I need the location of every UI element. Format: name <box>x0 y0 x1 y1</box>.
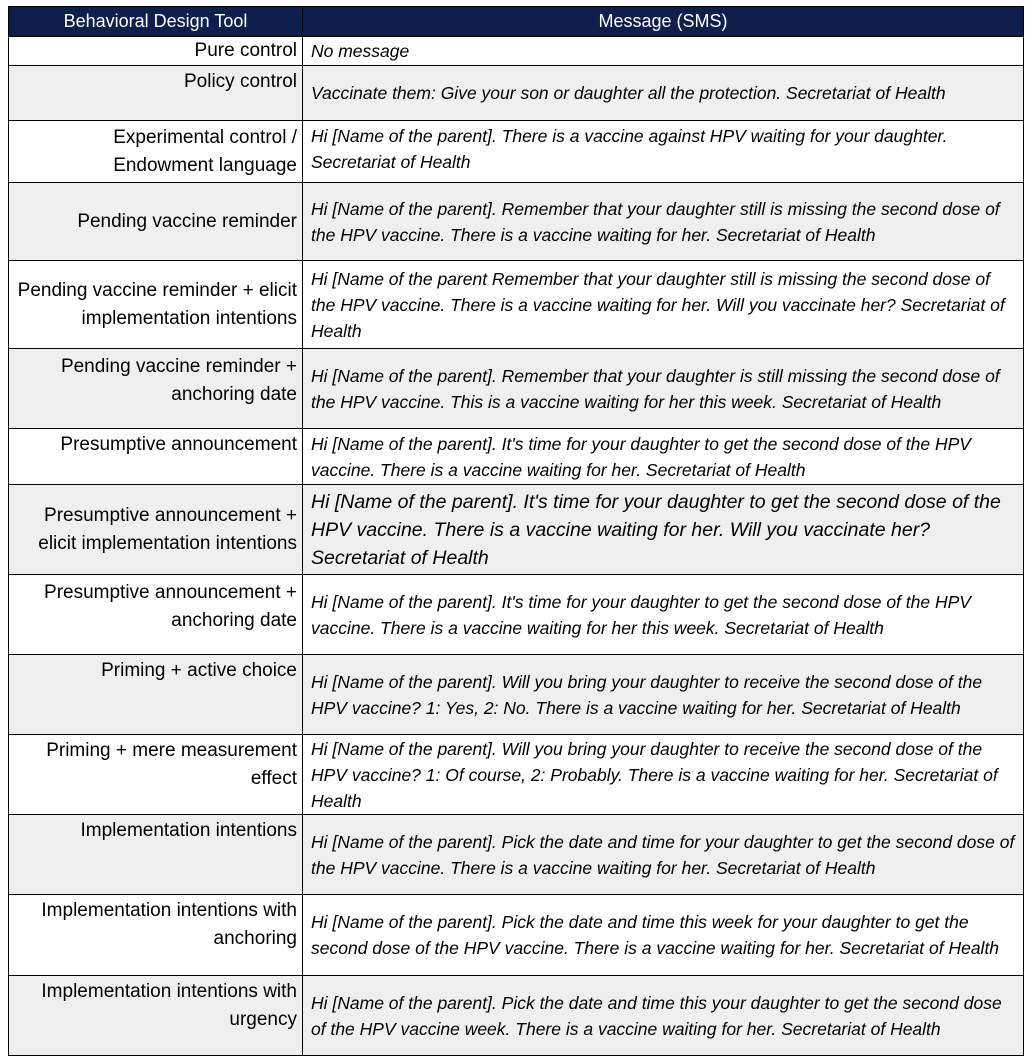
message-cell: Hi [Name of the parent]. Remember that your daughter still is missing the second dose of the HPV vaccine. There is a vaccine waiting for her. Secretariat of Health <box>303 183 1024 261</box>
table-row <box>9 976 1024 1056</box>
tool-cell: Implementation intentions with anchoring <box>9 895 303 976</box>
table-header-row <box>9 7 1024 37</box>
table-row <box>9 183 1024 261</box>
table-row <box>9 66 1024 121</box>
table-row <box>9 37 1024 66</box>
tool-cell: Implementation intentions <box>9 815 303 895</box>
table-row <box>9 349 1024 429</box>
sms-message-table <box>8 6 1024 1056</box>
tool-cell: Pure control <box>9 37 303 66</box>
message-cell: Hi [Name of the parent Remember that your daughter still is missing the second dose of the HPV vaccine. There is a vaccine waiting for her. Will you vaccinate her? Secretariat of Health <box>303 261 1024 349</box>
message-cell: Hi [Name of the parent]. Will you bring your daughter to receive the second dose of the HPV vaccine? 1: Yes, 2: No. There is a vaccine waiting for her. Secretariat of Health <box>303 655 1024 735</box>
header-behavioral-design-tool: Behavioral Design Tool <box>9 7 303 37</box>
message-cell: Hi [Name of the parent]. There is a vaccine against HPV waiting for your daughter. Secretariat of Health <box>303 121 1024 183</box>
table-row <box>9 485 1024 575</box>
message-cell: Hi [Name of the parent]. Will you bring your daughter to receive the second dose of the HPV vaccine? 1: Of course, 2: Probably. There is a vaccine waiting for her. Secretariat of Health <box>303 735 1024 815</box>
table-row <box>9 815 1024 895</box>
header-message-sms: Message (SMS) <box>303 7 1024 37</box>
message-cell: Hi [Name of the parent]. Pick the date and time for your daughter to get the second dose of the HPV vaccine. There is a vaccine waiting for her. Secretariat of Health <box>303 815 1024 895</box>
tool-cell: Experimental control / Endowment language <box>9 121 303 183</box>
tool-cell: Presumptive announcement + elicit implementation intentions <box>9 485 303 575</box>
table-row <box>9 121 1024 183</box>
message-cell: Vaccinate them: Give your son or daughter all the protection. Secretariat of Health <box>303 66 1024 121</box>
table-row <box>9 575 1024 655</box>
table-row <box>9 655 1024 735</box>
tool-cell: Pending vaccine reminder <box>9 183 303 261</box>
table-row <box>9 735 1024 815</box>
table-row <box>9 895 1024 976</box>
table-row <box>9 429 1024 485</box>
tool-cell: Policy control <box>9 66 303 121</box>
message-cell: Hi [Name of the parent]. Pick the date and time this week for your daughter to get the second dose of the HPV vaccine. There is a vaccine waiting for her. Secretariat of Health <box>303 895 1024 976</box>
message-cell: Hi [Name of the parent]. Pick the date and time this your daughter to get the second dose of the HPV vaccine week. There is a vaccine waiting for her. Secretariat of Health <box>303 976 1024 1056</box>
tool-cell: Pending vaccine reminder + anchoring date <box>9 349 303 429</box>
message-cell: Hi [Name of the parent]. It's time for your daughter to get the second dose of the HPV vaccine. There is a vaccine waiting for her. Secretariat of Health <box>303 429 1024 485</box>
tool-cell: Presumptive announcement + anchoring date <box>9 575 303 655</box>
message-cell: Hi [Name of the parent]. It's time for your daughter to get the second dose of the HPV vaccine. There is a vaccine waiting for her this week. Secretariat of Health <box>303 575 1024 655</box>
table-row <box>9 261 1024 349</box>
tool-cell: Presumptive announcement <box>9 429 303 485</box>
tool-cell: Priming + active choice <box>9 655 303 735</box>
message-cell: Hi [Name of the parent]. It's time for your daughter to get the second dose of the HPV vaccine. There is a vaccine waiting for her. Will you vaccinate her? Secretariat of Health <box>303 485 1024 575</box>
tool-cell: Implementation intentions with urgency <box>9 976 303 1056</box>
message-cell: No message <box>303 37 1024 66</box>
tool-cell: Pending vaccine reminder + elicit implementation intentions <box>9 261 303 349</box>
tool-cell: Priming + mere measurement effect <box>9 735 303 815</box>
message-cell: Hi [Name of the parent]. Remember that your daughter is still missing the second dose of the HPV vaccine. This is a vaccine waiting for her this week. Secretariat of Health <box>303 349 1024 429</box>
